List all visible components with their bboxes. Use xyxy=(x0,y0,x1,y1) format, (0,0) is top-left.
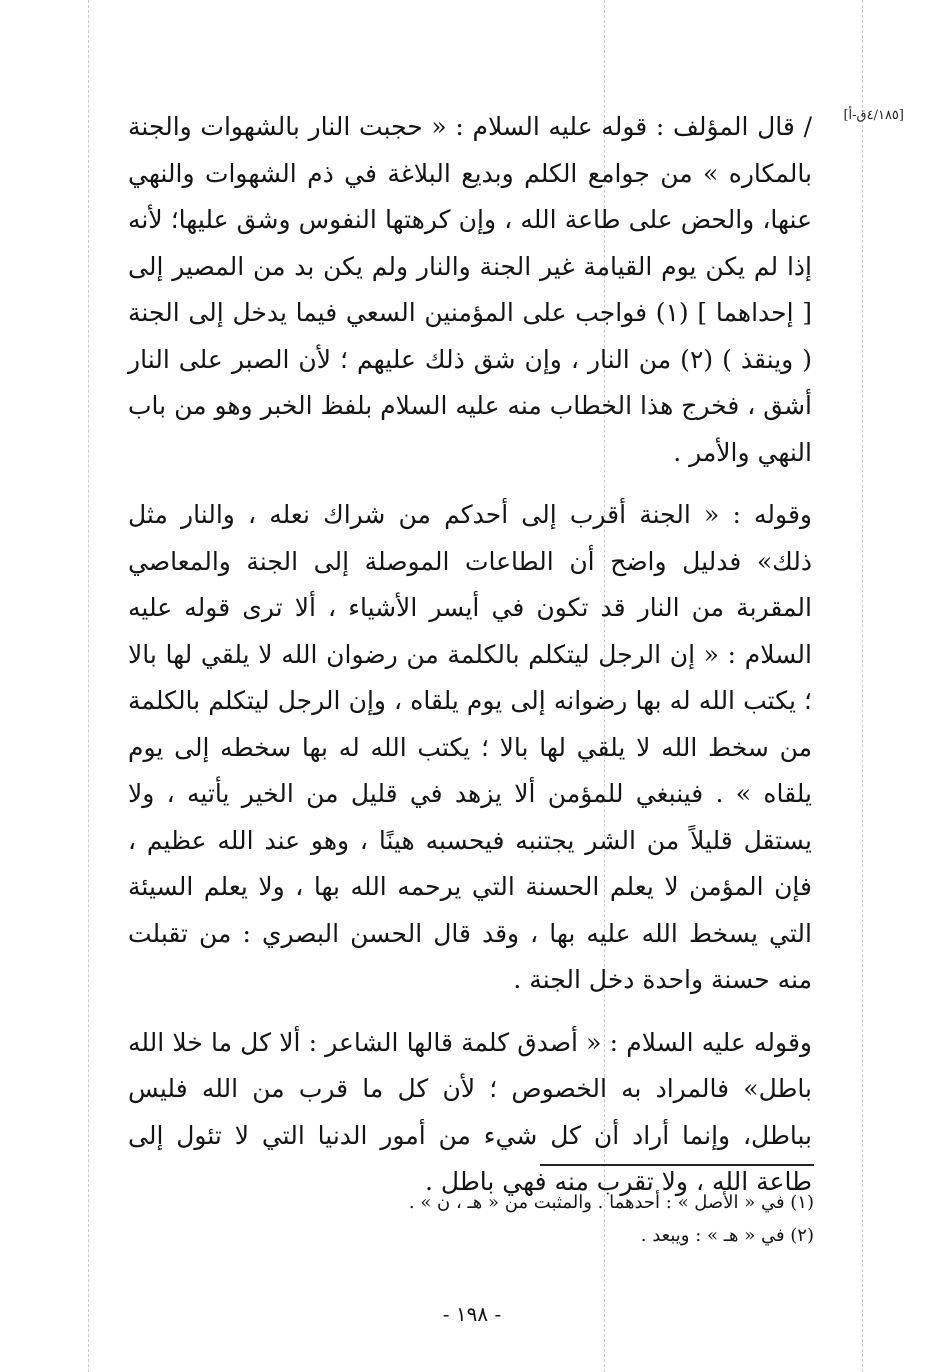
page-number: - ١٩٨ - xyxy=(442,1302,502,1326)
paragraph-1: / قال المؤلف : قوله عليه السلام : « حجبت النار بالشهوات والجنة بالمكاره » من جوامع الكلم وبديع البلاغة في ذم الشهوات والنهي عنها، والحض على طاعة الله ، وإن كرهتها النفوس وشق عليها؛ لأنه إذا لم يكن يوم القيامة غير الجنة والنار ولم يكن بد من المصير إلى [ إحداهما ] (١) فواجب على المؤمنين السعي فيما يدخل إلى الجنة ( وينقذ ) (٢) من النار ، وإن شق ذلك عليهم ؛ لأن الصبر على النار أشق ، فخرج هذا الخطاب منه عليه السلام بلفظ الخبر وهو من باب النهي والأمر . xyxy=(128,112,812,467)
footnote-separator xyxy=(540,1164,814,1166)
scan-guide-line-left xyxy=(88,0,89,1372)
paragraph-3: وقوله عليه السلام : « أصدق كلمة قالها الشاعر : ألا كل ما خلا الله باطل» فالمراد به الخصوص ؛ لأن كل ما قرب من الله فليس بباطل، وإنما أراد أن كل شيء من أمور الدنيا التي لا تئول إلى طاعة الله ، ولا تقرب منه فهي باطل . xyxy=(128,1027,812,1196)
paragraph-2: وقوله : « الجنة أقرب إلى أحدكم من شراك نعله ، والنار مثل ذلك» فدليل واضح أن الطاعات الموصلة إلى الجنة والمعاصي المقربة من النار قد تكون في أيسر الأشياء ، ألا ترى قوله عليه السلام : « إن الرجل ليتكلم بالكلمة من رضوان الله لا يلقي لها بالا ؛ يكتب الله له بها رضوانه إلى يوم يلقاه ، وإن الرجل ليتكلم بالكلمة من سخط الله لا يلقي لها بالا ؛ يكتب الله له بها سخطه إلى يوم يلقاه » . فينبغي للمؤمن ألا يزهد في قليل من الخير يأتيه ، ولا يستقل قليلاً من الشر يجتنبه فيحسبه هينًا ، وهو عند الله عظيم ، فإن المؤمن لا يعلم الحسنة التي يرحمه الله بها ، ولا يعلم السيئة التي يسخط الله عليه بها ، وقد قال الحسن البصري : من تقبلت منه حسنة واحدة دخل الجنة . xyxy=(128,500,812,994)
scan-guide-line-right xyxy=(862,0,863,1372)
manuscript-folio-note: [٤/١٨٥ق-أ] xyxy=(843,108,904,123)
footnote-1: (١) في « الأصل » : أحدهما . والمثبت من « هـ ، ن » . xyxy=(408,1192,814,1213)
footnotes xyxy=(254,1186,814,1252)
main-text xyxy=(128,104,812,1222)
footnote-2: (٢) في « هـ » : ويبعد . xyxy=(640,1225,814,1246)
